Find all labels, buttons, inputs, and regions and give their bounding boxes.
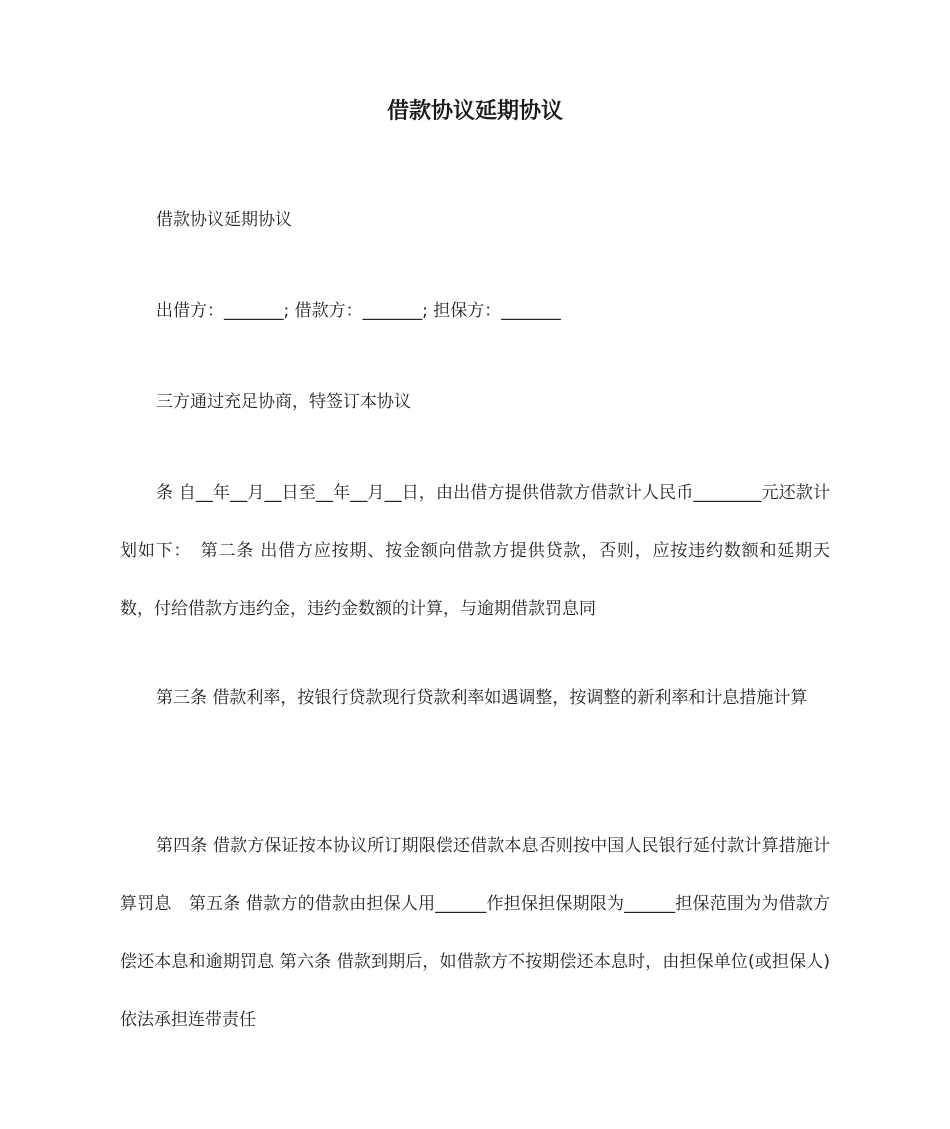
paragraph-article-1-2: 条 自__年__月__日至__年__月__日，由出借方提供借款方借款计人民币________元还款计划如下： 第二条 出借方应按期、按金额向借款方提供贷款，否则，应按违约数额和延期天数，付给借款方违约金，违约金数额的计算，与逾期借款罚息同 [120,483,830,619]
paragraph-article-4-6: 第四条 借款方保证按本协议所订期限偿还借款本息否则按中国人民银行延付款计算措施计算罚息 第五条 借款方的借款由担保人用______作担保担保期限为______担保范围为为借款方偿还本息和逾期罚息 第六条 借款到期后，如借款方不按期偿还本息时，由担保单位(或担保人)依法承担连带责任 [120,836,830,1030]
paragraph-parties: 出借方：_______; 借款方：_______; 担保方：_______ [156,301,561,321]
paragraph-article-3: 第三条 借款利率，按银行贷款现行贷款利率如遇调整，按调整的新利率和计息措施计算 [156,688,808,708]
paragraph-heading: 借款协议延期协议 [156,210,292,230]
document-title: 借款协议延期协议 [386,99,563,124]
paragraph-agreement: 三方通过充足协商，特签订本协议 [156,392,411,412]
